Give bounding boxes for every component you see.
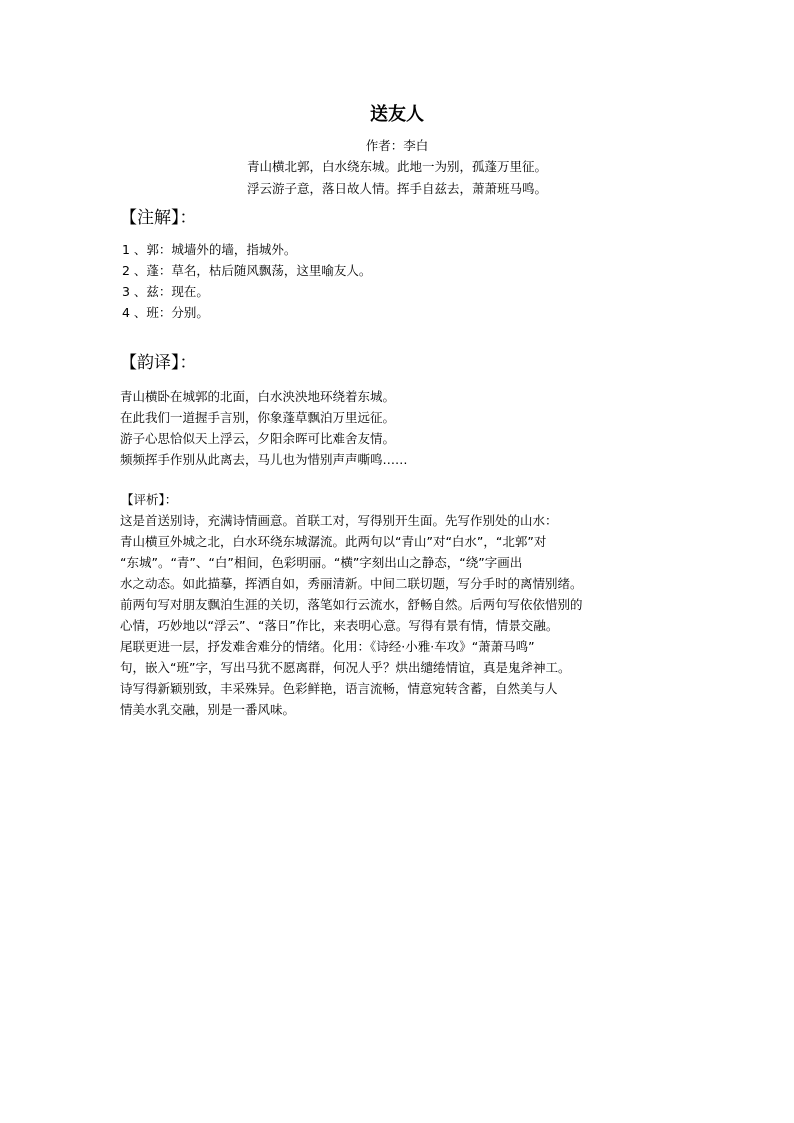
translation-list [120, 386, 408, 470]
translation-line: 频频挥手作别从此离去，马儿也为惜别声声嘶鸣…… [120, 452, 408, 467]
notes-list [122, 239, 371, 323]
poem-title: 送友人 [370, 104, 424, 125]
analysis-heading: 【评析】： [121, 492, 178, 507]
note-item: 2 、蓬：草名，枯后随风飘荡，这里喻友人。 [122, 263, 372, 278]
analysis-text [120, 510, 583, 720]
translation-line: 青山横卧在城郭的北面，白水泱泱地环绕着东城。 [120, 389, 396, 404]
translation-heading: 【韵译】： [120, 353, 197, 373]
analysis-line: 这是首送别诗，充满诗情画意。首联工对，写得别开生面。先写作别处的山水： [120, 513, 558, 528]
note-item: 4 、班：分别。 [122, 305, 209, 320]
analysis-line: 情美水乳交融，别是一番风味。 [120, 702, 296, 717]
analysis-line: 水之动态。如此描摹，挥洒自如，秀丽清新。中间二联切题，写分手时的离情别绪。 [120, 576, 583, 591]
analysis-line: 尾联更进一层，抒发难舍难分的情绪。化用：《诗经·小雅·车攻》“萧萧马鸣” [120, 639, 535, 654]
notes-heading: 【注解】： [120, 208, 197, 228]
analysis-line: “东城”。“青”、“白”相间，色彩明丽。“横”字刻出山之静态，“绕”字画出 [120, 555, 523, 570]
poem-line: 青山横北郭，白水绕东城。此地一为别，孤蓬万里征。 [246, 159, 547, 174]
analysis-line: 前两句写对朋友飘泊生涯的关切，落笔如行云流水，舒畅自然。后两句写依依惜别的 [120, 597, 583, 612]
analysis-line: 心情，巧妙地以“浮云”、“落日”作比，来表明心意。写得有景有情，情景交融。 [120, 618, 559, 633]
analysis-line: 句，嵌入“班”字，写出马犹不愿离群，何况人乎？烘出缱绻情谊，真是鬼斧神工。 [120, 660, 571, 675]
note-item: 3 、兹：现在。 [122, 284, 209, 299]
translation-line: 在此我们一道握手言别，你象蓬草飘泊万里远征。 [120, 410, 396, 425]
analysis-line: 诗写得新颖别致，丰采殊异。色彩鲜艳，语言流畅，情意宛转含蓄，自然美与人 [120, 681, 558, 696]
analysis-line: 青山横亘外城之北，白水环绕东城潺流。此两句以“青山”对“白水”，“北郭”对 [120, 534, 547, 549]
note-item: 1 、郭：城墙外的墙，指城外。 [122, 242, 297, 257]
poem-line: 浮云游子意，落日故人情。挥手自兹去，萧萧班马鸣。 [246, 181, 547, 196]
translation-line: 游子心思恰似天上浮云，夕阳余晖可比难舍友情。 [120, 431, 396, 446]
poem-author: 作者：李白 [365, 138, 429, 153]
